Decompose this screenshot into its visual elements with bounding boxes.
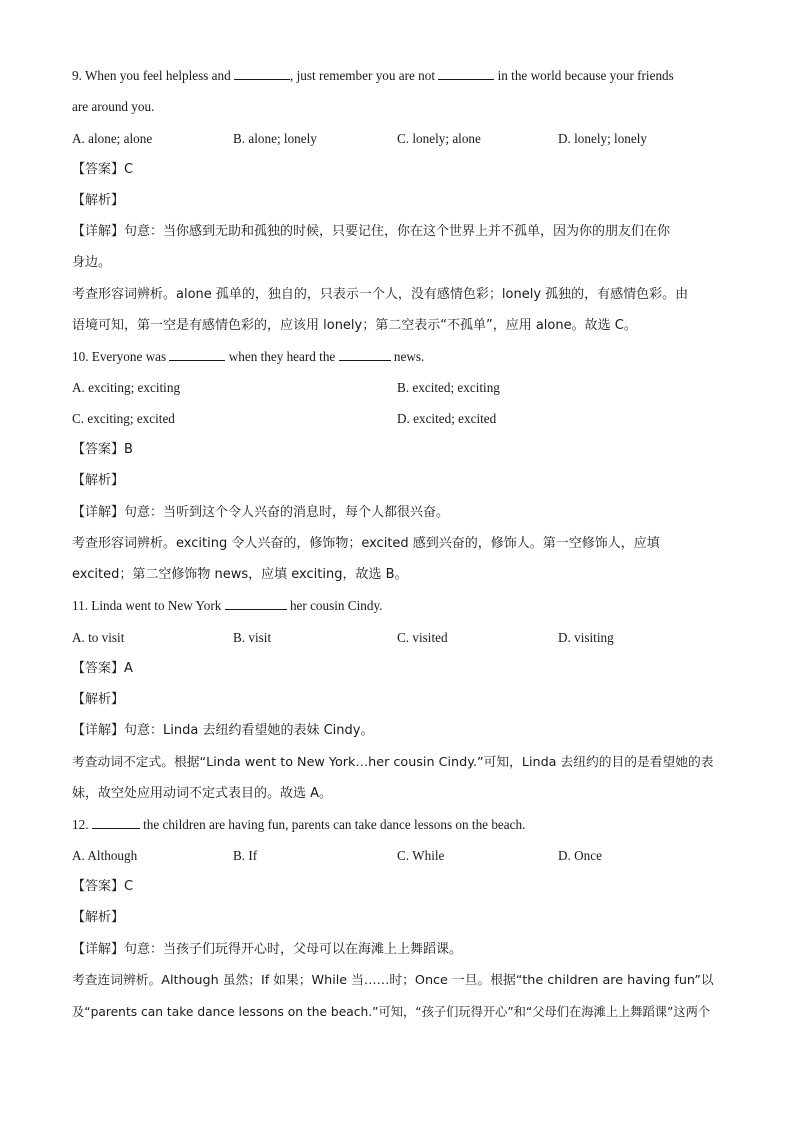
explanation-text: 及“parents can take dance lessons on the beach.”可知，“孩子们玩得开心”和“父母们在海滩上上舞蹈课”这两个 [72, 1005, 711, 1019]
answer-blank [92, 816, 140, 829]
option-c: C. lonely; alone [397, 131, 481, 146]
option-b: B. If [233, 848, 258, 863]
answer-label: 【答案】C [72, 162, 134, 177]
stem-text: when they heard the [228, 349, 336, 364]
stem-text: in the world because your friends [497, 68, 674, 83]
answer-label: 【答案】A [72, 661, 133, 676]
explanation-text: 考查连词辨析。Although 虽然；If 如果；While 当……时；Once 一旦。根据“the children are having fun”以 [72, 973, 714, 988]
question-number: 9. [72, 68, 82, 83]
answer-blank [225, 597, 287, 610]
option-d: D. lonely; lonely [558, 131, 648, 146]
option-c: C. exciting; excited [72, 411, 175, 426]
question-9-stem-cont: are around you. [72, 99, 155, 114]
stem-text: Linda went to New York [91, 598, 222, 613]
option-a: A. Although [72, 848, 138, 863]
option-a: A. alone; alone [72, 131, 153, 146]
question-10-stem [72, 347, 722, 367]
answer-blank [169, 348, 225, 361]
option-d: D. visiting [558, 630, 614, 645]
stem-text: the children are having fun, parents can take dance lessons on the beach. [143, 817, 526, 832]
explanation-text: 考查动词不定式。根据“Linda went to New York…her cousin Cindy.”可知，Linda 去纽约的目的是看望她的表 [72, 755, 714, 770]
question-12-stem [72, 815, 722, 835]
option-d: D. Once [558, 848, 602, 863]
question-11-stem [72, 596, 722, 616]
option-c: C. visited [397, 630, 448, 645]
explanation-text: excited；第二空修饰物 news，应填 exciting，故选 B。 [72, 567, 408, 582]
analysis-label: 【解析】 [72, 193, 125, 208]
explanation-text: 妹，故空处应用动词不定式表目的。故选 A。 [72, 786, 333, 801]
stem-text: her cousin Cindy. [289, 598, 383, 613]
detail-text: 【详解】句意：当听到这个令人兴奋的消息时，每个人都很兴奋。 [72, 505, 450, 520]
answer-blank [438, 67, 494, 80]
option-b: B. alone; lonely [233, 131, 317, 146]
stem-text: Everyone was [91, 349, 167, 364]
explanation-text: 考查形容词辨析。alone 孤单的，独自的，只表示一个人，没有感情色彩；lonely 孤独的，有感情色彩。由 [72, 287, 689, 302]
option-c: C. While [397, 848, 445, 863]
option-b: B. excited; exciting [397, 380, 500, 395]
stem-text: When you feel helpless and [84, 68, 231, 83]
explanation-text: 考查形容词辨析。exciting 令人兴奋的，修饰物；excited 感到兴奋的，修饰人。第一空修饰人，应填 [72, 536, 660, 551]
question-9-stem [72, 66, 722, 86]
detail-text: 【详解】句意：当你感到无助和孤独的时候，只要记住，你在这个世界上并不孤单，因为你的朋友们在你 [72, 224, 671, 239]
option-d: D. excited; excited [397, 411, 497, 426]
detail-text: 身边。 [72, 255, 112, 270]
question-number: 12. [72, 817, 89, 832]
question-number: 10. [72, 349, 89, 364]
option-a: A. exciting; exciting [72, 380, 181, 395]
analysis-label: 【解析】 [72, 692, 125, 707]
analysis-label: 【解析】 [72, 473, 125, 488]
stem-text: news. [393, 349, 425, 364]
detail-text: 【详解】句意：当孩子们玩得开心时，父母可以在海滩上上舞蹈课。 [72, 942, 463, 957]
answer-label: 【答案】C [72, 879, 134, 894]
question-number: 11. [72, 598, 88, 613]
stem-text: , just remember you are not [290, 68, 436, 83]
detail-text: 【详解】句意：Linda 去纽约看望她的表妹 Cindy。 [72, 723, 374, 738]
option-b: B. visit [233, 630, 272, 645]
answer-blank [234, 67, 290, 80]
answer-label: 【答案】B [72, 442, 133, 457]
option-a: A. to visit [72, 630, 125, 645]
explanation-text: 语境可知，第一空是有感情色彩的，应该用 lonely；第二空表示“不孤单”，应用 alone。故选 C。 [72, 318, 637, 333]
answer-blank [339, 348, 391, 361]
analysis-label: 【解析】 [72, 910, 125, 925]
